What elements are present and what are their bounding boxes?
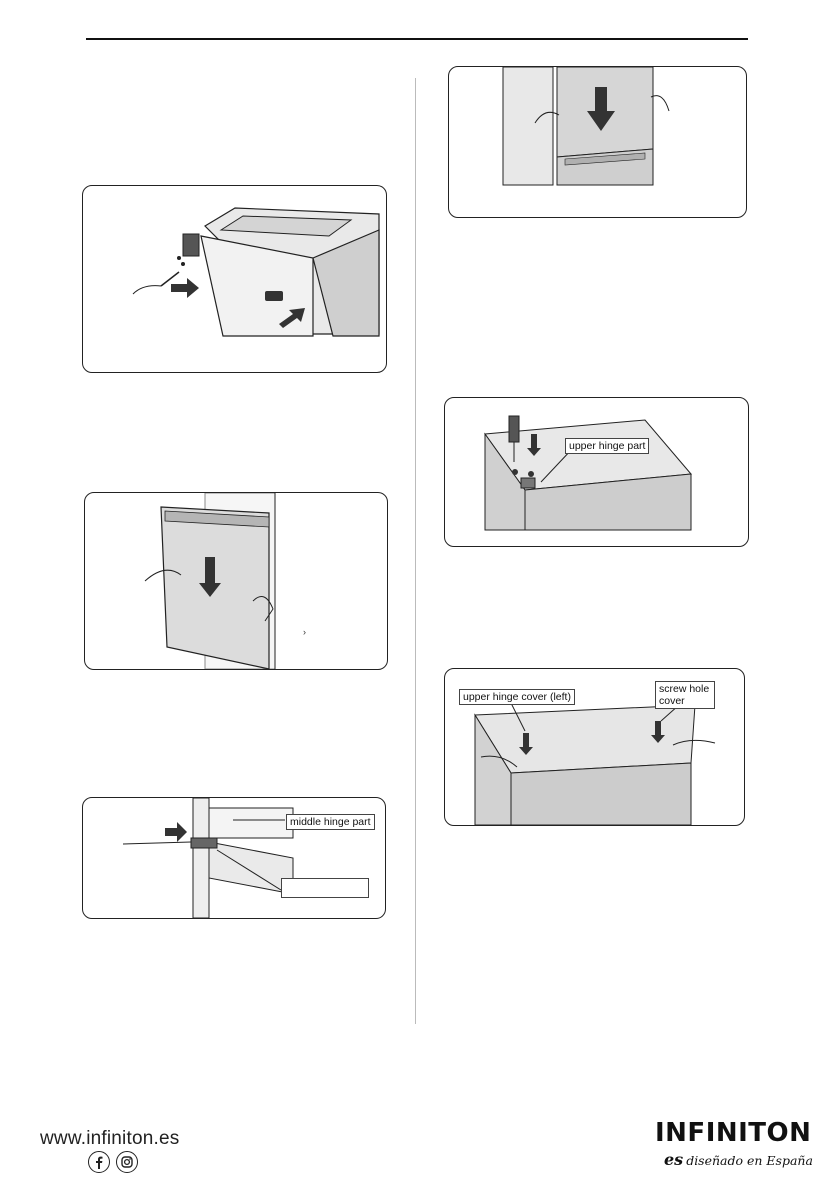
column-divider	[415, 78, 416, 1024]
figure-middle-hinge	[82, 797, 386, 919]
tagline-text: diseñado en España	[686, 1153, 813, 1168]
figure-upper-hinge	[444, 397, 749, 547]
tagline-prefix: es	[664, 1150, 684, 1169]
fridge-top-illustration	[83, 186, 386, 372]
label-middle-hinge-part: middle hinge part	[286, 814, 375, 830]
brand-tagline	[664, 1150, 813, 1169]
door-removal-illustration	[85, 493, 387, 669]
figure-lift-door	[84, 492, 388, 670]
label-upper-hinge-cover-left: upper hinge cover (left)	[459, 689, 575, 705]
svg-text:›: ›	[303, 627, 306, 637]
facebook-icon[interactable]	[88, 1151, 110, 1173]
instagram-icon[interactable]	[116, 1151, 138, 1173]
label-screw-hole-cover: screw hole cover	[655, 681, 715, 709]
brand-logo: INFINITON	[655, 1118, 812, 1148]
upper-hinge-illustration	[445, 398, 748, 546]
door-lower-illustration	[449, 67, 746, 217]
label-blank-callout	[281, 878, 369, 898]
figure-door-down	[448, 66, 747, 218]
figure-remove-hinge-cover	[82, 185, 387, 373]
header-rule	[86, 38, 748, 40]
website-url[interactable]: www.infiniton.es	[40, 1128, 180, 1149]
figure-hinge-covers	[444, 668, 745, 826]
label-upper-hinge-part: upper hinge part	[565, 438, 649, 454]
